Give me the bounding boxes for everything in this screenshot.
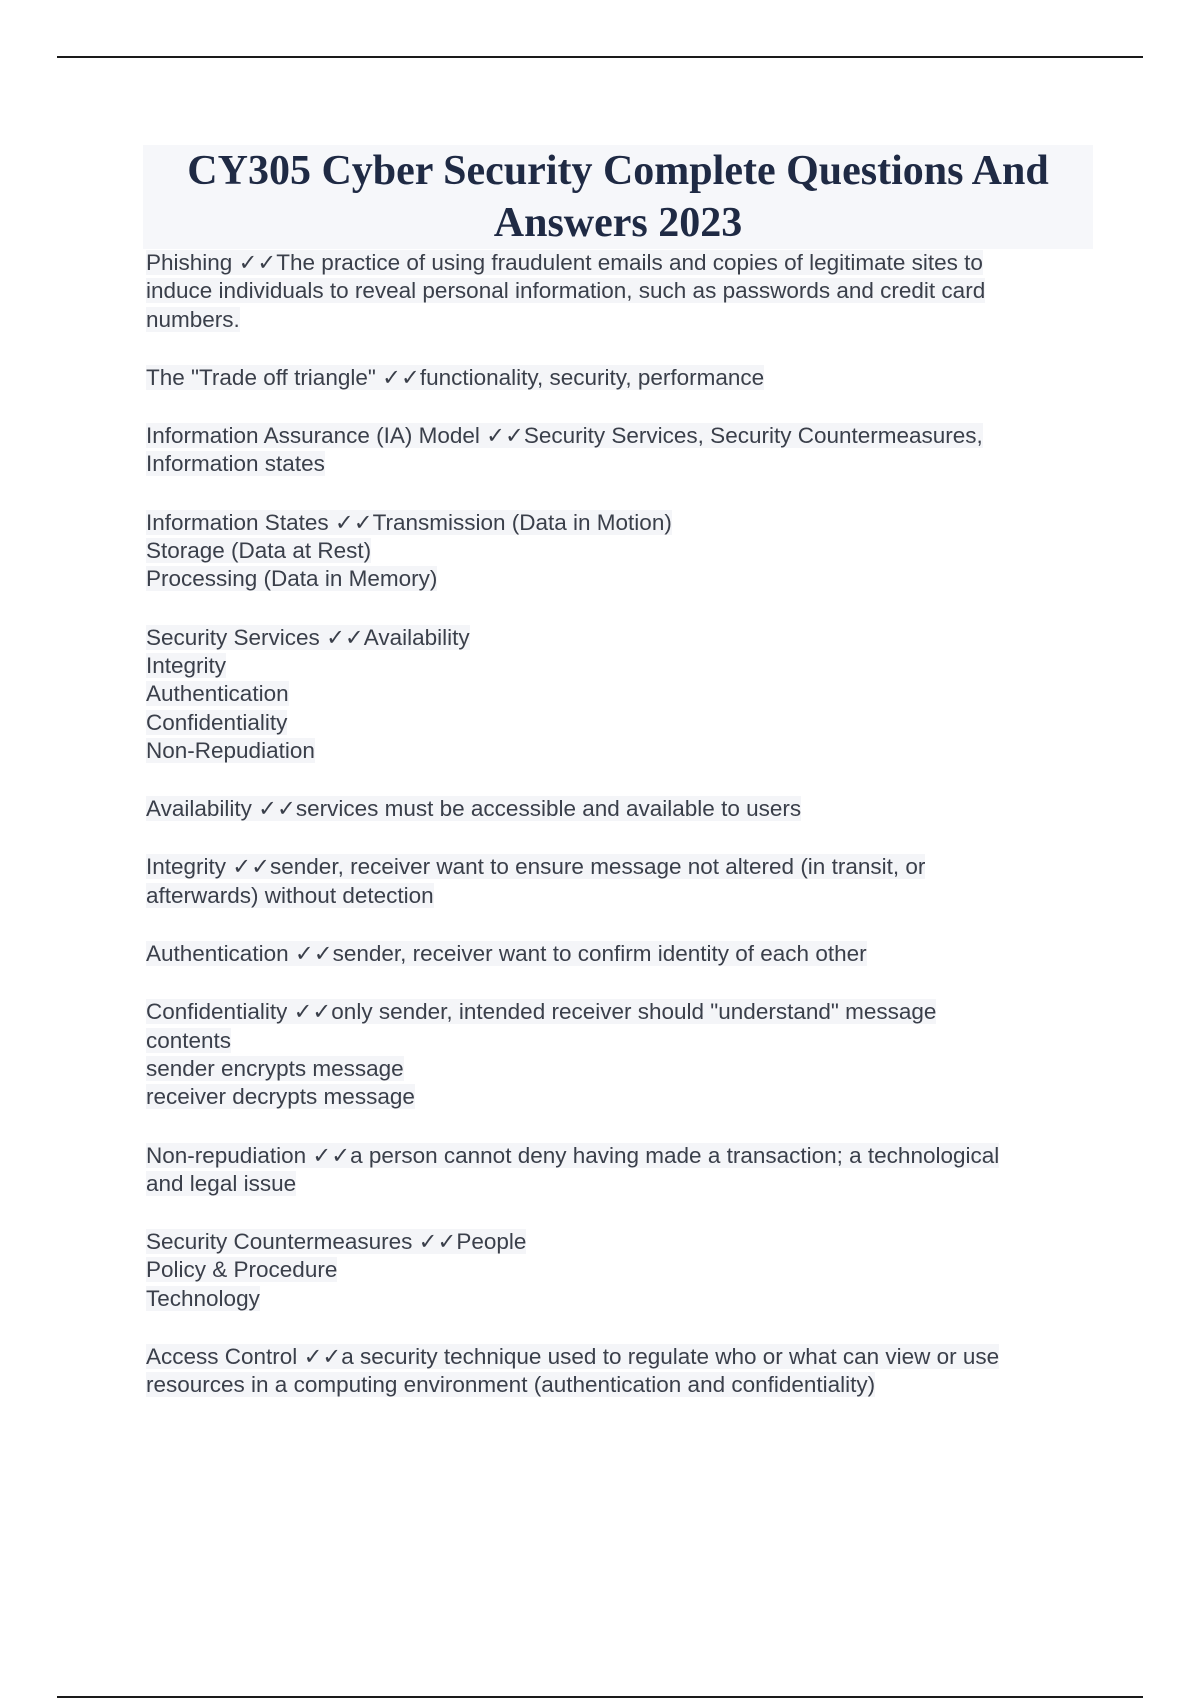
- qa-answer-line: [146, 1371, 1096, 1399]
- qa-term: Availability: [146, 796, 252, 822]
- qa-first-line: [146, 1142, 1096, 1170]
- qa-term: Confidentiality: [146, 999, 288, 1025]
- qa-item: [146, 998, 1096, 1111]
- qa-answer-text: Policy & Procedure: [146, 1257, 338, 1283]
- qa-term: Phishing: [146, 250, 233, 275]
- qa-line-highlight: [146, 1056, 404, 1081]
- qa-term: Information States: [146, 509, 329, 535]
- qa-line-highlight: [146, 1372, 875, 1397]
- qa-answer-line: [146, 1027, 1096, 1055]
- check-mark-icon: ✓✓: [288, 941, 333, 967]
- check-mark-icon: ✓✓: [251, 796, 296, 822]
- qa-answer-text: Non-Repudiation: [146, 737, 315, 763]
- qa-first-line: [146, 364, 1096, 392]
- qa-first-line: [146, 940, 1096, 968]
- check-mark-icon: ✓✓: [479, 423, 524, 449]
- qa-line-highlight: [146, 1028, 231, 1053]
- qa-answer-text: Availability: [363, 624, 470, 650]
- qa-line-highlight: [146, 941, 867, 966]
- qa-term: Security Countermeasures: [146, 1229, 413, 1255]
- check-mark-icon: ✓✓: [297, 1344, 342, 1370]
- qa-item: [146, 1142, 1096, 1199]
- qa-answer-text: numbers.: [146, 306, 240, 332]
- qa-answer-text: Processing (Data in Memory): [146, 566, 438, 592]
- qa-line-highlight: [146, 883, 434, 908]
- qa-item: [146, 1343, 1096, 1400]
- qa-line-highlight: [146, 710, 287, 735]
- qa-first-line: [146, 853, 1096, 881]
- top-rule: [57, 56, 1143, 58]
- qa-answer-line: [146, 1170, 1096, 1198]
- qa-first-line: [146, 624, 1096, 652]
- qa-first-line: [146, 795, 1096, 823]
- qa-answer-text: Technology: [146, 1285, 260, 1311]
- check-mark-icon: ✓✓: [232, 250, 277, 275]
- qa-line-highlight: [146, 423, 983, 448]
- qa-answer-text: receiver decrypts message: [146, 1084, 415, 1110]
- qa-item: [146, 624, 1096, 765]
- qa-answer-text: only sender, intended receiver should "understand" message: [331, 999, 937, 1025]
- qa-answer-text: afterwards) without detection: [146, 882, 434, 908]
- qa-answer-text: resources in a computing environment (authentication and confidentiality): [146, 1372, 876, 1398]
- qa-answer-line: [146, 882, 1096, 910]
- qa-answer-line: [146, 737, 1096, 765]
- qa-line-highlight: [146, 1344, 999, 1369]
- qa-answer-text: Authentication: [146, 681, 289, 707]
- qa-answer-text: Storage (Data at Rest): [146, 538, 372, 564]
- check-mark-icon: ✓✓: [226, 854, 271, 880]
- qa-answer-text: Information states: [146, 451, 325, 477]
- qa-answer-line: [146, 1285, 1096, 1313]
- qa-term: Information Assurance (IA) Model: [146, 423, 480, 449]
- qa-line-highlight: [146, 538, 371, 563]
- qa-first-line: [146, 998, 1096, 1026]
- qa-answer-line: [146, 565, 1096, 593]
- qa-line-highlight: [146, 365, 764, 390]
- qa-answer-text: sender encrypts message: [146, 1055, 404, 1081]
- qa-answer-line: [146, 1256, 1096, 1284]
- qa-term: Non-repudiation: [146, 1142, 307, 1168]
- qa-list: [146, 249, 1096, 1430]
- qa-answer-text: induce individuals to reveal personal information, such as passwords and credit card: [146, 278, 986, 304]
- qa-term: Access Control: [146, 1344, 298, 1370]
- check-mark-icon: ✓✓: [328, 509, 373, 535]
- qa-answer-line: [146, 277, 1096, 305]
- qa-answer-line: [146, 1083, 1096, 1111]
- qa-line-highlight: [146, 999, 936, 1024]
- bottom-rule: [57, 1696, 1143, 1698]
- qa-item: [146, 795, 1096, 823]
- qa-item: [146, 940, 1096, 968]
- qa-line-highlight: [146, 307, 240, 332]
- qa-item: [146, 509, 1096, 594]
- qa-item: [146, 422, 1096, 479]
- qa-answer-text: a person cannot deny having made a transaction; a technological: [350, 1142, 1000, 1168]
- qa-answer-line: [146, 537, 1096, 565]
- qa-answer-text: contents: [146, 1027, 232, 1053]
- qa-answer-text: a security technique used to regulate who or what can view or use: [341, 1344, 1000, 1370]
- qa-first-line: [146, 1228, 1096, 1256]
- qa-term: The "Trade off triangle": [146, 364, 376, 390]
- qa-answer-line: [146, 450, 1096, 478]
- qa-answer-line: [146, 709, 1096, 737]
- qa-answer-text: Security Services, Security Countermeasures,: [523, 423, 983, 449]
- qa-answer-text: sender, receiver want to confirm identity of each other: [332, 941, 867, 967]
- check-mark-icon: ✓✓: [375, 364, 420, 390]
- qa-answer-text: People: [456, 1229, 527, 1255]
- qa-answer-line: [146, 306, 1096, 334]
- qa-item: [146, 853, 1096, 910]
- qa-first-line: [146, 509, 1096, 537]
- check-mark-icon: ✓✓: [287, 999, 332, 1025]
- check-mark-icon: ✓✓: [412, 1229, 457, 1255]
- qa-item: [146, 249, 1096, 334]
- qa-line-highlight: [146, 854, 925, 879]
- qa-answer-text: Confidentiality: [146, 709, 288, 735]
- qa-answer-text: Transmission (Data in Motion): [372, 509, 672, 535]
- qa-answer-line: [146, 680, 1096, 708]
- qa-answer-text: functionality, security, performance: [419, 364, 765, 390]
- qa-term: Authentication: [146, 941, 289, 967]
- check-mark-icon: ✓✓: [319, 624, 364, 650]
- qa-first-line: [146, 249, 1096, 277]
- qa-line-highlight: [146, 1257, 337, 1282]
- qa-answer-line: [146, 1055, 1096, 1083]
- qa-answer-text: The practice of using fraudulent emails and copies of legitimate sites to: [276, 250, 983, 275]
- qa-term: Security Services: [146, 624, 320, 650]
- qa-answer-text: Integrity: [146, 652, 227, 678]
- qa-line-highlight: [146, 1286, 260, 1311]
- qa-line-highlight: [146, 625, 470, 650]
- qa-line-highlight: [146, 1084, 415, 1109]
- qa-answer-line: [146, 652, 1096, 680]
- qa-item: [146, 1228, 1096, 1313]
- qa-line-highlight: [146, 250, 983, 275]
- qa-line-highlight: [146, 681, 289, 706]
- qa-line-highlight: [146, 653, 226, 678]
- qa-answer-text: services must be accessible and available to users: [295, 796, 802, 822]
- document-title: CY305 Cyber Security Complete Questions And Answers 2023: [143, 145, 1093, 249]
- qa-line-highlight: [146, 1171, 296, 1196]
- qa-line-highlight: [146, 278, 985, 303]
- qa-line-highlight: [146, 566, 437, 591]
- qa-answer-text: and legal issue: [146, 1170, 297, 1196]
- check-mark-icon: ✓✓: [306, 1142, 351, 1168]
- qa-line-highlight: [146, 451, 325, 476]
- qa-item: [146, 364, 1096, 392]
- qa-line-highlight: [146, 510, 672, 535]
- qa-line-highlight: [146, 738, 315, 763]
- qa-line-highlight: [146, 796, 801, 821]
- qa-line-highlight: [146, 1229, 526, 1254]
- qa-first-line: [146, 422, 1096, 450]
- qa-first-line: [146, 1343, 1096, 1371]
- qa-answer-text: sender, receiver want to ensure message not altered (in transit, or: [270, 854, 926, 880]
- qa-term: Integrity: [146, 854, 227, 880]
- qa-line-highlight: [146, 1143, 999, 1168]
